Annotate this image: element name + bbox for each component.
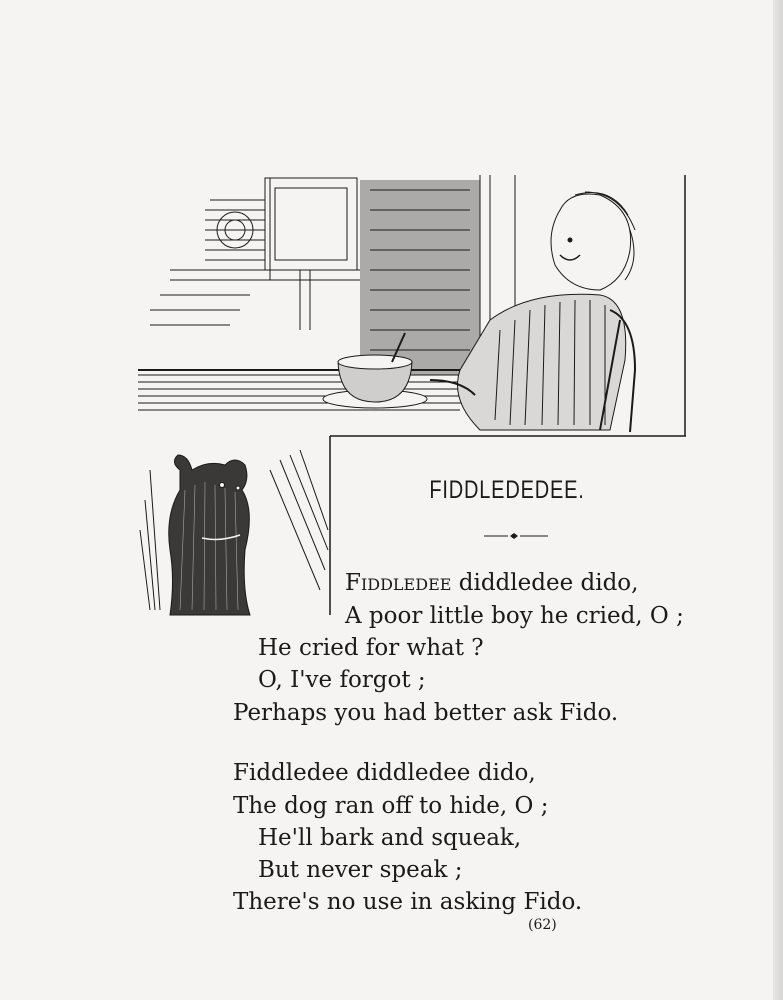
stanza1-line1-rest: diddledee dido,: [458, 570, 639, 596]
stanza1-line1-first-word: Fiddledee: [345, 570, 452, 596]
poem-title: FIDDLEDEDEE.: [429, 476, 585, 504]
stanza2-line3: He'll bark and squeak,: [258, 825, 522, 851]
stanza2-line2: The dog ran off to hide, O ;: [233, 793, 549, 819]
stanza1-line1: [345, 572, 638, 595]
boy-and-dog-illustration: [130, 170, 690, 620]
stanza2-line4: But never speak ;: [258, 857, 463, 883]
stanza1-line2: A poor little boy he cried, O ;: [345, 603, 684, 629]
table-drawing: [138, 370, 470, 410]
page-edge: [773, 0, 783, 1000]
stanza1-line3: He cried for what ?: [258, 635, 484, 661]
stanza1-line5: Perhaps you had better ask Fido.: [233, 700, 619, 726]
stanza2-line5: There's no use in asking Fido.: [233, 889, 583, 915]
divider-ornament: [484, 530, 548, 542]
cupboard-drawing: [150, 178, 360, 330]
stanza2-line1: Fiddledee diddledee dido,: [233, 760, 536, 786]
terrier-dog: [140, 450, 328, 615]
stanza1-line4: O, I've forgot ;: [258, 667, 426, 693]
page-number: (62): [528, 917, 557, 933]
